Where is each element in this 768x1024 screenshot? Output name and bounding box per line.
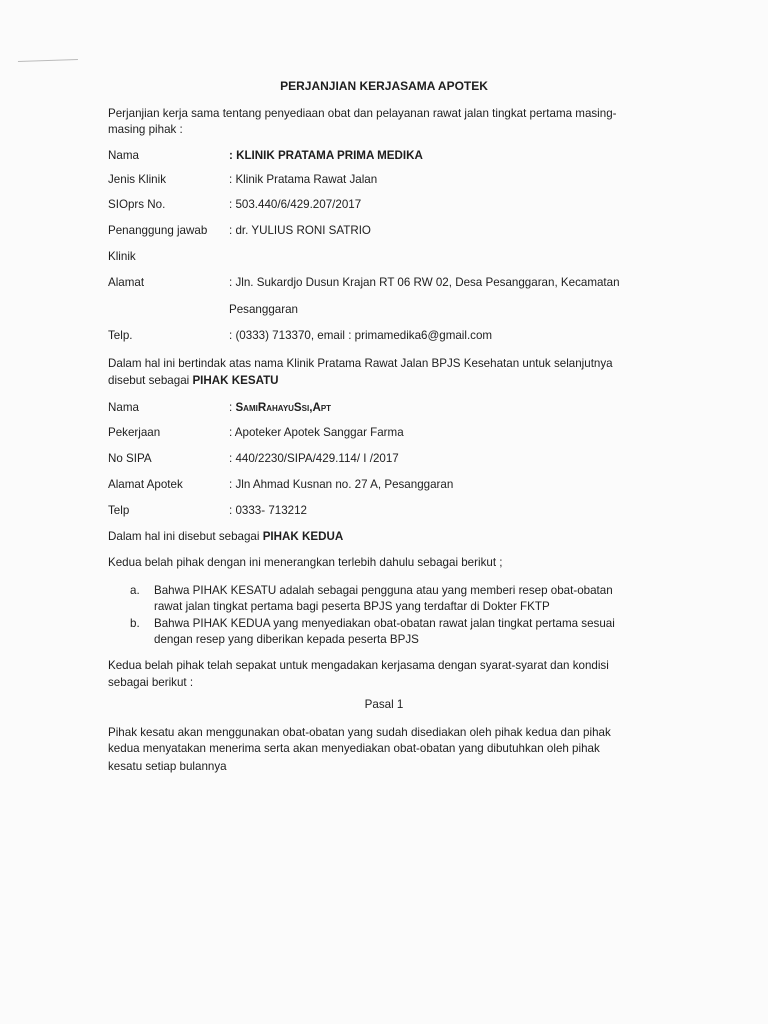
pasal-text: kesatu setiap bulannya xyxy=(108,760,227,773)
field-label: Nama xyxy=(108,149,139,162)
intro-line: Perjanjian kerja sama tentang penyediaan obat dan pelayanan rawat jalan tingkat pertama masing- xyxy=(108,107,617,120)
list-marker: b. xyxy=(130,617,140,630)
party-name: PIHAK KESATU xyxy=(192,374,279,387)
field-value: : (0333) 713370, email : primamedika6@gmail.com xyxy=(229,329,493,342)
list-item: Bahwa PIHAK KESATU adalah sebagai pengguna atau yang memberi resep obat-obatan xyxy=(154,584,613,597)
pihak1-note xyxy=(108,373,279,389)
field-value: : 0333- 713212 xyxy=(229,504,308,517)
list-item: Bahwa PIHAK KEDUA yang menyediakan obat-obatan rawat jalan tingkat pertama sesuai xyxy=(154,617,615,630)
document-title: PERJANJIAN KERJASAMA APOTEK xyxy=(280,79,488,93)
field-value: : 440/2230/SIPA/429.114/ I /2017 xyxy=(229,452,399,465)
field-value: : Klinik Pratama Rawat Jalan xyxy=(229,173,378,186)
pasal-text: Pihak kesatu akan menggunakan obat-obatan yang sudah disediakan oleh pihak kedua dan pihak xyxy=(108,726,611,739)
field-value: Pesanggaran xyxy=(229,303,298,316)
field-value: : dr. YULIUS RONI SATRIO xyxy=(229,224,371,237)
note-text: disebut sebagai xyxy=(108,374,193,387)
scan-mark xyxy=(18,59,78,65)
field-value: : Jln Ahmad Kusnan no. 27 A, Pesanggaran xyxy=(229,478,454,491)
intro-line: masing pihak : xyxy=(108,123,183,136)
agreement: sebagai berikut : xyxy=(108,676,194,689)
field-value: : Jln. Sukardjo Dusun Krajan RT 06 RW 02, Desa Pesanggaran, Kecamatan xyxy=(229,276,620,289)
field-label: No SIPA xyxy=(108,452,152,465)
colon: : xyxy=(229,401,236,414)
preamble: Kedua belah pihak dengan ini menerangkan terlebih dahulu sebagai berikut ; xyxy=(108,556,503,569)
field-value: : Apoteker Apotek Sanggar Farma xyxy=(229,426,404,439)
field-label: Pekerjaan xyxy=(108,426,161,439)
pasal-text: kedua menyatakan menerima serta akan menyediakan obat-obatan yang dibutuhkan oleh pihak xyxy=(108,742,600,755)
field-label: Telp xyxy=(108,504,130,517)
field-label: Jenis Klinik xyxy=(108,173,166,186)
pihak1-note: Dalam hal ini bertindak atas nama Klinik Pratama Rawat Jalan BPJS Kesehatan untuk selanjutnya xyxy=(108,357,613,370)
pasal-heading: Pasal 1 xyxy=(364,698,404,711)
pihak2-note xyxy=(108,529,343,545)
field-value: : KLINIK PRATAMA PRIMA MEDIKA xyxy=(229,149,423,162)
list-item: dengan resep yang diberikan kepada peserta BPJS xyxy=(154,633,419,646)
field-label: SIOprs No. xyxy=(108,198,166,211)
field-label: Telp. xyxy=(108,329,133,342)
list-marker: a. xyxy=(130,584,140,597)
pharmacist-name: SamiRahayuSsi,Apt xyxy=(235,401,332,414)
field-label: Alamat xyxy=(108,276,145,289)
field-label: Klinik xyxy=(108,250,136,263)
agreement: Kedua belah pihak telah sepakat untuk mengadakan kerjasama dengan syarat-syarat dan kondisi xyxy=(108,659,609,672)
list-item: rawat jalan tingkat pertama bagi peserta BPJS yang terdaftar di Dokter FKTP xyxy=(154,600,550,613)
note-text: Dalam hal ini disebut sebagai xyxy=(108,530,263,543)
field-value xyxy=(229,400,331,416)
party-name: PIHAK KEDUA xyxy=(262,530,344,543)
field-label: Nama xyxy=(108,401,139,414)
field-value: : 503.440/6/429.207/2017 xyxy=(229,198,362,211)
field-label: Penanggung jawab xyxy=(108,224,208,237)
field-label: Alamat Apotek xyxy=(108,478,183,491)
